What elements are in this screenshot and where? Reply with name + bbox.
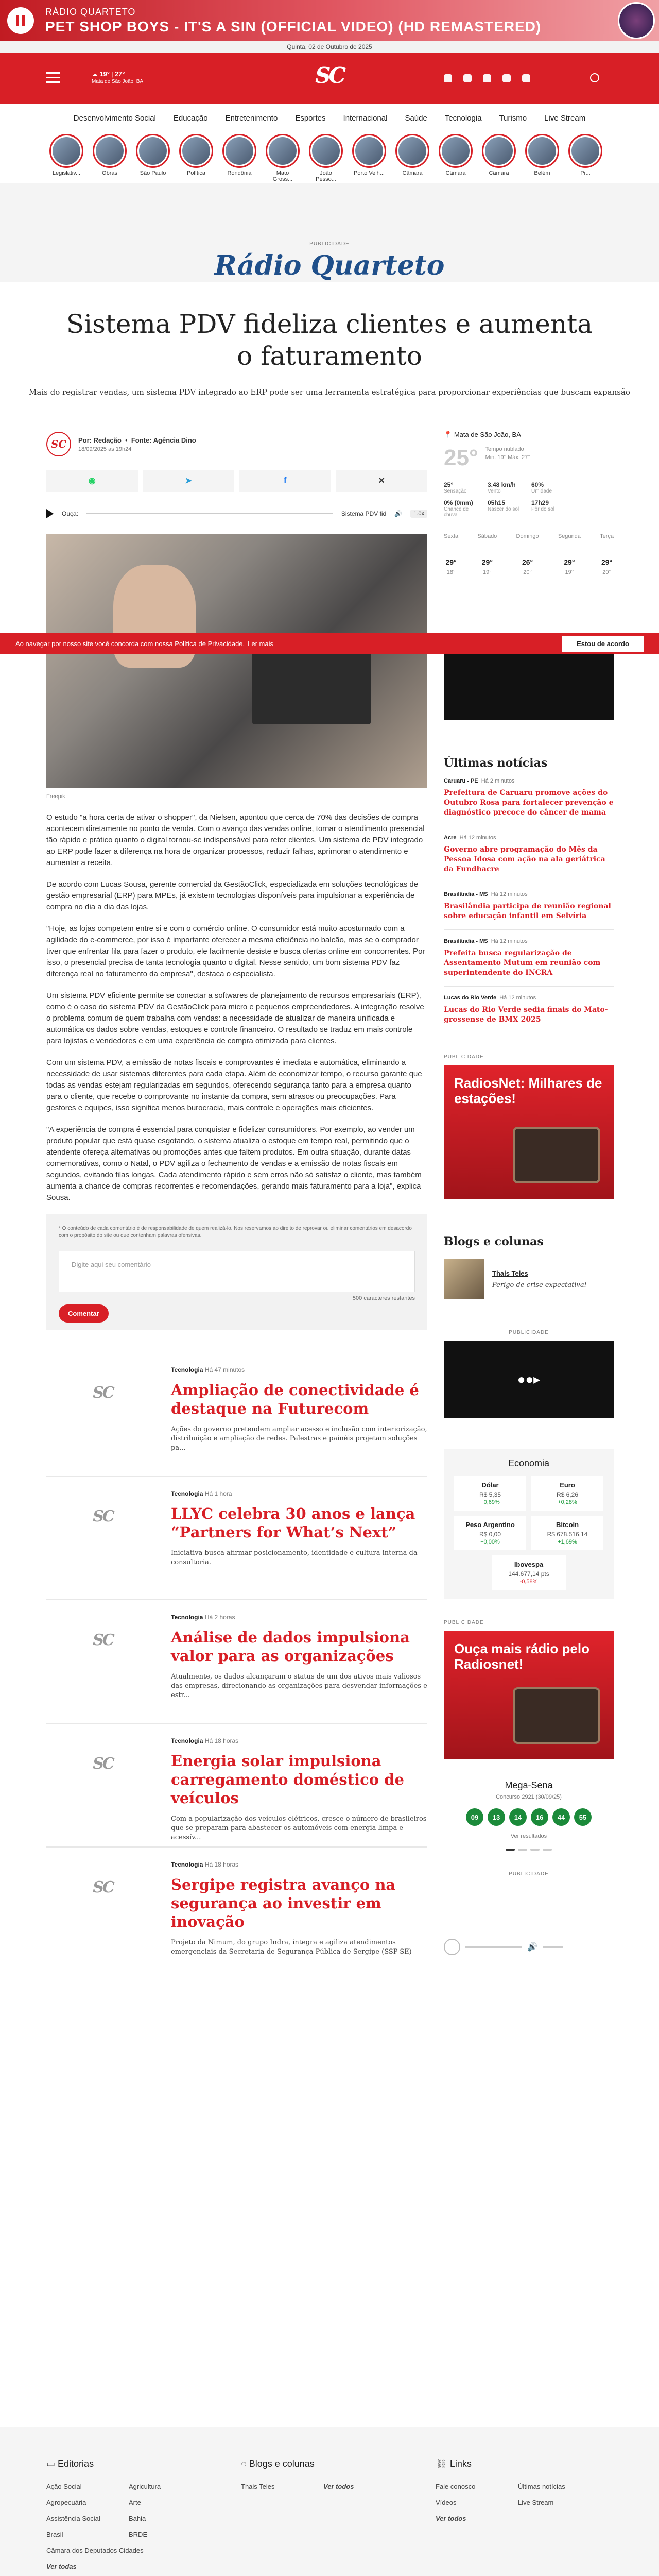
related-excerpt: Com a popularização dos veículos elétricos, cresce o número de brasileiros que se preparam para abastecer os automóveis com energia limpa e acessív... [171,1815,427,1841]
blog-author-photo [444,1259,484,1299]
news-time: Há 12 minutos [499,995,536,1001]
paragraph: O estudo "a hora certa de ativar o shopper", da Nielsen, apontou que cerca de 70% das decisões de compra acontecem diretamente no ponto de venda. Com o avanço das vendas online, tornar o atendimento presencial tão rápido e prático quanto o digital tornou-se indispensável para reter clientes. Um sistema de PDV integrado ao ERP pode fazer a diferença na hora de organizar processos, reduzir falhas, aprimorar o atendimento e aumentar a receita. [46,813,425,867]
related-title[interactable]: Ampliação de conectividade é destaque na Futurecom [171,1381,419,1417]
story-label: Obras [102,170,117,176]
weather-humidity-label: Umidade [531,488,552,494]
paragraph: "Hoje, as lojas competem entre si e com o comércio online. O consumidor está muito acostumado com a agilidade do e-commerce, por isso é importante oferecer a mesma eficiência no balcão, mas se o comprador tiver que enfrentar fila para fazer o produto, ele facilmente desiste e busca ofertas online em concorrentes. Por isso, o presencial precisa de tanta tecnologia quanto o digital. Nesse sentido, um bom sistema PDV faz diferença real no faturamento da empresa", destaca o especialista. [46,924,425,978]
economy-name: Ibovespa [514,1561,544,1568]
weather-city: 📍 Mata de São João, BA [444,431,521,438]
mega-ball: 14 [509,1808,527,1826]
news-headline[interactable]: Prefeitura de Caruaru promove ações do Outubro Rosa para fortalecer prevenção e diagnóstico precoce do câncer de mama [444,789,614,817]
related-category: Tecnologia [171,1366,203,1374]
telegram-icon[interactable]: ➤ [143,470,235,492]
weather-sunrise [488,499,526,518]
paragraph: Com um sistema PDV, a emissão de notas fiscais e comprovantes é imediata e automática, eliminando a necessidade de usar sistemas diferentes para cada etapa. Além de economizar tempo, o recurso garante que todas as vendas estejam regularizadas em segundos, oferecendo segurança tanto para a empresa quanto para o cliente, que recebe o comprovante no instante da compra, sem atrasos ou preocupações. Para gestores e equipes, isso significa menos burocracia, mais controle e operações mais eficientes. [46,1058,422,1112]
carousel-dots[interactable] [444,1849,614,1851]
related-excerpt: Iniciativa busca afirmar posicionamento, identidade e cultura interna da consultoria. [171,1549,418,1566]
album-cover [618,2,655,39]
forecast-day [558,530,581,575]
story-item[interactable] [568,134,602,176]
radiosnet-headline: Ouça mais rádio pelo Radiosnet! [454,1641,589,1672]
latest-news-item[interactable] [444,770,614,826]
blogs-title: Blogs e colunas [444,1235,544,1248]
economy-name: Dólar [481,1481,499,1489]
forecast-min: 20° [602,569,611,575]
story-item[interactable] [309,134,343,182]
nav-esportes[interactable]: Esportes [295,113,326,123]
footer-links [436,2459,600,2522]
footer-link[interactable]: Brasil [46,2531,63,2538]
story-item[interactable] [439,134,473,176]
related-thumb-logo: SC [93,1755,113,1773]
latest-news-item[interactable] [444,883,614,930]
forecast-max: 29° [481,558,493,566]
weather-feel [444,481,482,494]
ad-label: PUBLICIDADE [444,1620,484,1625]
story-label: Pr... [580,170,591,176]
related-title[interactable]: Análise de dados impulsiona valor para as organizações [171,1629,410,1665]
article-subtitle: Mais do registrar vendas, um sistema PDV integrado ao ERP pode ser uma ferramenta estratégica para proporcionar experiências que buscam expansão [29,387,630,397]
related-time: Há 18 horas [204,1737,239,1744]
sidebar [444,431,614,1955]
economy-widget [444,1449,614,1599]
footer-link[interactable]: Agricultura [129,2483,161,2490]
story-label: Câmara [445,170,466,176]
comment-input[interactable]: Digite aqui seu comentário [59,1251,415,1292]
weather-wind-value: 3.48 km/h [488,481,516,488]
news-headline[interactable]: Brasilândia participa de reunião regional sobre educação infantil em Selvíria [444,902,611,920]
mega-sena-widget [444,1780,614,1851]
economy-item [531,1516,603,1550]
ad-radio-quarteto[interactable]: Rádio Quarteto [214,250,445,281]
player-label: Ouça: [62,510,79,517]
story-label: Câmara [402,170,423,176]
cookie-accept-button[interactable]: Estou de acordo [562,636,644,652]
news-headline[interactable]: Prefeita busca regularização de Assentamento Mutum em reunião com superintendente do INCRA [444,949,601,977]
forecast-min: 18° [446,569,456,575]
news-time: Há 12 minutos [491,891,528,897]
mega-more-link[interactable]: Ver resultados [510,1833,547,1839]
header-weather-location: Mata de São João, BA [92,79,144,84]
economy-item [454,1516,526,1550]
search-icon[interactable] [590,73,599,82]
sidebar-video-ad[interactable]: ●●▸ [444,1341,614,1418]
pause-button[interactable] [7,7,34,34]
link-icon: ⛓ [436,2459,447,2469]
related-time: Há 47 minutos [204,1366,245,1374]
site-footer [0,2427,659,2576]
story-item[interactable] [352,134,386,176]
player-speed[interactable]: 1.0x [410,510,427,518]
youtube-icon[interactable] [502,74,511,82]
footer-link[interactable]: Live Stream [518,2499,554,2506]
mega-ball: 09 [466,1808,483,1826]
related-item[interactable] [46,1737,427,1861]
footer-see-all[interactable]: Ver todos [436,2515,466,2522]
economy-item [531,1476,603,1511]
weather-sunset-label: Pôr do sol [531,506,555,512]
weather-feel-value: 25° [444,481,454,488]
related-item[interactable] [46,1861,427,1985]
menu-icon[interactable] [46,72,60,86]
cookie-banner [0,633,659,654]
radiosnet-ad-2[interactable] [444,1631,614,1759]
paragraph: Um sistema PDV eficiente permite se conectar a softwares de planejamento de recursos empresariais (ERP), como é o caso do sistema PDV da GestãoClick para micro e pequenos empreendedores. A integração resolve o problema comum de quem trabalha com vendas: a necessidade de atualizar de maneira unificada e automática os dados sobre vendas, estoques e controle financeiro. O resultado se traduz em mais controle para lojistas e vendedores e em uma experiência de compra otimizada para clientes. [46,991,424,1045]
speaker-icon[interactable]: 🔊 [394,510,403,517]
economy-item [492,1555,566,1590]
nav-desenvolvimento-social[interactable]: Desenvolvimento Social [73,113,156,123]
weather-widget [444,431,614,575]
nav-live-stream[interactable]: Live Stream [544,113,586,123]
related-title[interactable]: Energia solar impulsiona carregamento doméstico de veículos [171,1752,404,1807]
weather-wind-label: Vento [488,488,501,494]
latest-news-item[interactable] [444,930,614,987]
comment-counter: 500 caracteres restantes [352,1295,415,1301]
article-header [0,282,659,397]
related-excerpt: Atualmente, os dados alcançaram o status de um dos ativos mais valiosos das empresas, direcionando as organizações para desvendar informações e estr... [171,1673,427,1699]
related-title[interactable]: Sergipe registra avanço na segurança ao investir em inovação [171,1876,396,1930]
main-nav [0,104,659,132]
forecast-day [516,530,539,575]
news-time: Há 12 minutos [491,938,528,944]
radio-device-image [513,1127,600,1183]
date-bar: Quinta, 02 de Outubro de 2025 [0,41,659,53]
economy-value: 144.677,14 pts [508,1570,549,1578]
forecast-day [477,530,497,575]
cookie-more-link[interactable]: Ler mais [248,639,273,648]
author-source: Fonte: Agência Dino [131,436,196,444]
blog-post-title[interactable]: Perigo de crise expectativa! [492,1281,587,1289]
nav-educacao[interactable]: Educação [173,113,208,123]
related-category: Tecnologia [171,1614,203,1621]
paragraph: De acordo com Lucas Sousa, gerente comercial da GestãoClick, especializada em soluções tecnológicas de gestão empresarial (ERP) para MPEs, já existem tecnologias disponíveis para impulsionar a experiência de compra no dia a dia das lojas. [46,880,419,911]
footer-link[interactable]: Últimas notícias [518,2483,565,2490]
header-weather[interactable]: ☁ 19° | 27° Mata de São João, BA [92,70,144,84]
related-category: Tecnologia [171,1861,203,1868]
weather-city-name: Mata de São João, BA [454,431,521,438]
story-label: Rondônia [227,170,252,176]
news-headline[interactable]: Lucas do Rio Verde sedia finais do Mato-grossense de BMX 2025 [444,1006,608,1024]
article-main [46,431,427,1985]
related-list [46,1366,427,1985]
ad-label: PUBLICIDADE [509,1871,549,1877]
economy-change: +1,69% [558,1539,577,1545]
story-item[interactable] [266,134,300,182]
tiktok-icon[interactable] [522,74,530,82]
nav-tecnologia[interactable]: Tecnologia [444,113,482,123]
blog-author[interactable]: Thais Teles [492,1269,528,1277]
story-item[interactable] [222,134,256,176]
footer-editorias [46,2459,211,2570]
nav-internacional[interactable]: Internacional [343,113,388,123]
forecast-day-name: Segunda [558,533,581,539]
share-bar [46,470,427,492]
economy-change: +0,00% [480,1539,500,1545]
forecast-min: 19° [483,569,492,575]
weather-sunrise-label: Nascer do sol [488,506,519,512]
economy-name: Peso Argentino [465,1521,515,1529]
facebook-icon[interactable]: f [239,470,331,492]
sidebar-audio-player [444,1939,614,1955]
weather-forecast [444,530,614,575]
mega-ball: 13 [488,1808,505,1826]
economy-title: Economia [508,1458,550,1468]
forecast-max: 29° [564,558,575,566]
footer-see-all[interactable]: Ver todas [46,2563,77,2570]
news-location: Caruaru - PE [444,778,478,784]
mega-ball: 55 [574,1808,592,1826]
mega-ball: 44 [552,1808,570,1826]
weather-temp: 25° [444,445,478,470]
radiosnet-headline: RadiosNet: Milhares de estações! [454,1075,602,1106]
story-item[interactable] [49,134,83,176]
blogs-section [444,1235,614,1299]
forecast-min: 19° [565,569,574,575]
story-label: Mato Gross... [272,170,293,182]
facebook-icon[interactable] [444,74,452,82]
latest-news [444,756,614,1033]
story-label: Política [186,170,206,176]
related-excerpt: Projeto da Nimum, do grupo Indra, integra e agiliza atendimentos emergenciais da Secretaria de Segurança Pública de Sergipe (SSP-SE) [171,1939,412,1956]
forecast-day [444,530,458,575]
footer-link[interactable]: Arte [129,2499,141,2506]
stories-strip [0,132,659,183]
article-date: 18/09/2025 às 19h24 [78,446,132,452]
radio-track-title: PET SHOP BOYS - IT'S A SIN (OFFICIAL VIDEO) (HD REMASTERED) [45,18,542,35]
weather-rain-value: 0% (0mm) [444,499,473,506]
article-photo [46,534,427,788]
latest-news-item[interactable] [444,826,614,883]
story-label: Legislativ... [52,170,81,176]
footer-link[interactable]: Bahia [129,2515,146,2522]
article-body [46,812,427,1204]
audio-progress[interactable] [465,1946,522,1948]
divider [46,1723,427,1724]
weather-rain-label: Chance de chuva [444,506,469,518]
related-item[interactable] [46,1490,427,1614]
news-time: Há 2 minutos [481,778,515,784]
story-item[interactable] [93,134,127,176]
related-time: Há 18 horas [204,1861,239,1868]
weather-sunset-value: 17h29 [531,499,549,506]
play-icon[interactable] [444,1939,460,1955]
story-label: Belém [534,170,550,176]
footer-link[interactable]: Vídeos [436,2499,457,2506]
latest-news-title: Últimas notícias [444,756,548,770]
sidebar-ad-black[interactable] [444,643,614,720]
footer-link[interactable]: Thais Teles [241,2483,275,2490]
forecast-day-name: Terça [600,533,614,539]
story-label: Porto Velh... [354,170,385,176]
author-block: SC Por: Redação • Fonte: Agência Dino 18/09/2025 às 19h24 [46,431,427,457]
news-headline[interactable]: Governo abre programação do Mês da Pessoa Idosa com ação na ala geriátrica da Fundhacre [444,845,605,873]
ad-label: PUBLICIDADE [309,241,350,247]
nav-turismo[interactable]: Turismo [499,113,527,123]
economy-name: Euro [560,1481,575,1489]
forecast-day-name: Sexta [444,533,459,539]
footer-see-all[interactable]: Ver todos [323,2483,354,2490]
nav-entretenimento[interactable]: Entretenimento [225,113,278,123]
economy-value: R$ 0,00 [479,1531,501,1538]
instagram-icon[interactable] [483,74,491,82]
whatsapp-icon[interactable]: ◉ [46,470,138,492]
related-thumb-logo: SC [93,1631,113,1649]
story-label: João Pesso... [316,170,336,182]
comment-note: * O conteúdo de cada comentário é de responsabilidade de quem realizá-lo. Nos reservamos ao direito de reprovar ou eliminar comentários em desacordo com o propósito do site ou que contenham palavras ofensivas. [59,1226,412,1239]
related-title[interactable]: LLYC celebra 30 anos e lança “Partners for What’s Next” [171,1505,415,1541]
author-name: Por: Redação [78,436,122,444]
chat-icon: ◌ [241,2459,247,2469]
economy-value: R$ 6,26 [556,1491,579,1498]
forecast-max: 26° [522,558,533,566]
latest-news-item[interactable] [444,987,614,1033]
related-thumb-logo: SC [93,1507,113,1526]
folder-icon: ▭ [46,2459,56,2469]
related-category: Tecnologia [171,1737,203,1744]
forecast-max: 29° [445,558,457,566]
related-item[interactable] [46,1614,427,1737]
forecast-day [600,530,614,575]
forecast-max: 29° [601,558,613,566]
mega-ball: 16 [531,1808,548,1826]
header-weather-min: 19° [99,70,110,78]
weather-feel-label: Sensação [444,488,467,494]
weather-rain [444,499,482,518]
weather-humidity-value: 60% [531,481,544,488]
cookie-text: Ao navegar por nosso site você concorda com nossa Política de Privacidade. [15,639,245,648]
article-title: Sistema PDV fideliza clientes e aumenta o faturamento [66,309,593,371]
news-location: Brasilândia - MS [444,938,488,944]
footer-link[interactable]: Ação Social [46,2483,82,2490]
related-time: Há 1 hora [204,1490,232,1497]
economy-name: Bitcoin [556,1521,579,1529]
player-progress[interactable] [86,513,333,514]
radio-device-image [513,1687,600,1744]
economy-change: +0,69% [480,1499,500,1505]
weather-wind [488,481,526,494]
divider [46,1846,427,1848]
footer-link[interactable]: Assistência Social [46,2515,100,2522]
forecast-day-name: Sábado [477,533,497,539]
related-thumb-logo: SC [93,1384,113,1402]
ad-label: PUBLICIDADE [444,1054,484,1060]
x-icon[interactable]: ✕ [336,470,428,492]
weather-humidity [531,481,570,494]
comment-button[interactable]: Comentar [59,1304,109,1323]
player-track-name: Sistema PDV fid [341,510,387,517]
weather-minmax: Min. 19° Máx. 27° [485,454,530,461]
nav-saude[interactable]: Saúde [405,113,427,123]
paragraph: "A experiência de compra é essencial para conquistar e fidelizar consumidores. Por exemplo, ao vender um produto popular que está quase esgotando, o sistema atualiza o estoque em tempo real, permitindo que o atendente ofereça alternativas ou promoções antes que faltem produtos. Em outra situação, durante datas comemorativas, como o Natal, o PDV agiliza o fechamento de vendas e a emissão de notas fiscais em segundos, evitando filas longas. Cada atendimento rápido e sem erros não só satisfaz o cliente, mas também aumenta a chance de compras recorrentes e recomendações, gerando mais faturamento para a loja", explica Sousa. [46,1125,422,1202]
weather-desc: Tempo nublado [485,446,524,452]
footer-link[interactable]: Câmara dos Deputados Cidades [46,2547,144,2554]
footer-link[interactable]: Agropecuária [46,2499,86,2506]
news-time: Há 12 minutos [459,835,496,841]
radio-player-bar [0,0,659,41]
weather-sunrise-value: 05h15 [488,499,506,506]
related-thumb-logo: SC [93,1878,113,1896]
x-icon[interactable] [463,74,472,82]
ad-label: PUBLICIDADE [509,1330,549,1335]
divider [46,1599,427,1600]
top-ad [0,183,659,282]
footer-editorias-title: Editorias [58,2459,94,2469]
audio-player [46,502,427,526]
economy-change: -0,58% [519,1579,538,1585]
related-time: Há 2 horas [204,1614,235,1621]
economy-item [454,1476,526,1511]
news-location: Acre [444,835,457,841]
divider [46,1476,427,1477]
forecast-min: 20° [523,569,532,575]
footer-link[interactable]: BRDE [129,2531,148,2538]
related-item[interactable] [46,1366,427,1490]
story-label: São Paulo [140,170,166,176]
news-location: Lucas do Rio Verde [444,995,497,1001]
header-weather-max: 27° [114,70,125,78]
author-avatar: SC [46,432,71,456]
story-item[interactable] [525,134,559,176]
story-item[interactable] [136,134,170,176]
footer-blogs [241,2459,406,2490]
economy-value: R$ 678.516,14 [547,1531,588,1538]
mega-title: Mega-Sena [505,1780,553,1790]
radiosnet-ad[interactable] [444,1065,614,1199]
radio-station-name: RÁDIO QUARTETO [45,6,136,17]
story-item[interactable] [482,134,516,176]
comment-box [46,1214,427,1330]
site-logo[interactable]: SC [315,63,344,88]
forecast-day-name: Domingo [516,533,539,539]
weather-sunset [531,499,570,518]
footer-blogs-title: Blogs e colunas [249,2459,315,2469]
play-icon[interactable] [46,509,54,518]
footer-link[interactable]: Fale conosco [436,2483,476,2490]
economy-change: +0,28% [558,1499,577,1505]
story-item[interactable] [179,134,213,176]
speaker-icon[interactable]: 🔊 [527,1943,537,1952]
mega-contest: Concurso 2921 (30/09/25) [496,1794,562,1800]
site-header [0,53,659,104]
footer-links-title: Links [449,2459,472,2469]
photo-caption: Freepik [46,793,65,800]
related-category: Tecnologia [171,1490,203,1497]
volume-slider[interactable] [543,1946,563,1948]
news-location: Brasilândia - MS [444,891,488,897]
blog-item[interactable] [444,1259,614,1299]
story-item[interactable] [395,134,429,176]
related-excerpt: Ações do governo pretendem ampliar acesso e inclusão com interiorização, distribuição e ampliação de redes. Palestras e painéis projetam soluções pa... [171,1426,427,1452]
economy-value: R$ 5,35 [479,1491,501,1498]
story-label: Câmara [489,170,509,176]
